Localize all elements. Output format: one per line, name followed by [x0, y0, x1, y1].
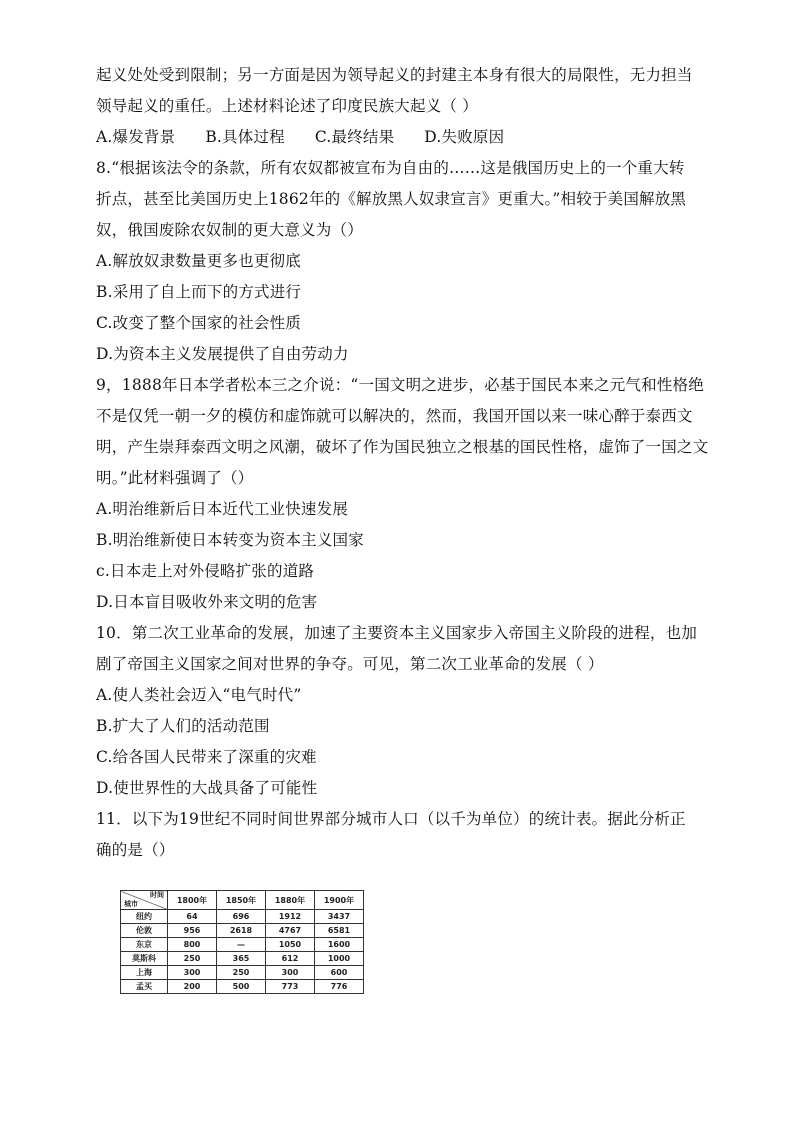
- option-b[interactable]: B.扩大了人们的活动范围: [96, 717, 270, 735]
- question-7-line-2: 领导起义的重任。上述材料论述了印度民族大起义（ ）: [96, 97, 478, 115]
- value-cell: 2618: [217, 924, 266, 938]
- question-10-line-2: 剧了帝国主义国家之间对世界的争夺。可见，第二次工业革命的发展（ ）: [96, 655, 604, 673]
- value-cell: 1050: [266, 938, 315, 952]
- option-c[interactable]: C.改变了整个国家的社会性质: [96, 314, 302, 332]
- city-cell: 伦敦: [121, 924, 168, 938]
- question-7-line-1: 起义处处受到限制；另一方面是因为领导起义的封建主本身有很大的局限性，无力担当: [96, 66, 693, 84]
- table-row: [121, 952, 364, 966]
- value-cell: 1912: [266, 910, 315, 924]
- table-corner-cell: [121, 891, 168, 910]
- option-a[interactable]: A.爆发背景: [96, 128, 176, 146]
- value-cell: 800: [168, 938, 217, 952]
- corner-label-city: 城市: [124, 900, 138, 908]
- question-9-line-3: 明，产生崇拜泰西文明之风潮，破坏了作为国民独立之根基的国民性格，虚饰了一国之文: [96, 438, 709, 456]
- question-7-options: [96, 122, 702, 153]
- value-cell: 250: [168, 952, 217, 966]
- question-9-line-2: 不是仅凭一朝一夕的模仿和虚饰就可以解决的，然而，我国开国以来一味心醉于泰西文: [96, 407, 693, 425]
- value-cell: 4767: [266, 924, 315, 938]
- question-9: [96, 370, 709, 618]
- option-c[interactable]: C.给各国人民带来了深重的灾难: [96, 748, 317, 766]
- value-cell: 365: [217, 952, 266, 966]
- question-9-line-1: 9，1888年日本学者松本三之介说：“一国文明之进步，必基于国民本来之元气和性格绝: [96, 376, 704, 394]
- value-cell: 600: [315, 966, 364, 980]
- population-table: [120, 890, 364, 994]
- option-d[interactable]: D.使世界性的大战具备了可能性: [96, 779, 318, 797]
- table-header-row: [121, 891, 364, 910]
- city-cell: 莫斯科: [121, 952, 168, 966]
- value-cell: 773: [266, 980, 315, 994]
- table-row: [121, 910, 364, 924]
- value-cell: —: [217, 938, 266, 952]
- value-cell: 200: [168, 980, 217, 994]
- table-row: [121, 924, 364, 938]
- city-cell: 上海: [121, 966, 168, 980]
- corner-label-time: 时间: [150, 891, 164, 899]
- value-cell: 776: [315, 980, 364, 994]
- value-cell: 500: [217, 980, 266, 994]
- question-10-line-1: 10．第二次工业革命的发展，加速了主要资本主义国家步入帝国主义阶段的进程，也加: [96, 624, 698, 642]
- question-11-line-2: 确的是（）: [96, 841, 175, 859]
- value-cell: 6581: [315, 924, 364, 938]
- year-header: 1900年: [315, 891, 364, 910]
- value-cell: 1600: [315, 938, 364, 952]
- question-11-line-1: 11．以下为19世纪不同时间世界部分城市人口（以千为单位）的统计表。据此分析正: [96, 810, 686, 828]
- question-7: [96, 60, 702, 153]
- table-row: [121, 966, 364, 980]
- city-cell: 孟买: [121, 980, 168, 994]
- option-d[interactable]: D.失败原因: [424, 128, 505, 146]
- question-8-line-2: 折点，甚至比美国历史上1862年的《解放黑人奴隶宣言》更重大。”相较于美国解放黑: [96, 190, 687, 208]
- table-row: [121, 938, 364, 952]
- option-d[interactable]: D.为资本主义发展提供了自由劳动力: [96, 345, 349, 363]
- value-cell: 956: [168, 924, 217, 938]
- city-cell: 东京: [121, 938, 168, 952]
- year-header: 1800年: [168, 891, 217, 910]
- city-cell: 纽约: [121, 910, 168, 924]
- question-10: [96, 618, 702, 804]
- option-c[interactable]: C.最终结果: [314, 128, 395, 146]
- population-table-container: [120, 890, 702, 994]
- question-8-line-1: 8.“根据该法令的条款，所有农奴都被宣布为自由的……这是俄国历史上的一个重大转: [96, 159, 685, 177]
- value-cell: 64: [168, 910, 217, 924]
- year-header: 1880年: [266, 891, 315, 910]
- option-a[interactable]: A.使人类社会迈入“电气时代”: [96, 686, 302, 704]
- option-b[interactable]: B.明治维新使日本转变为资本主义国家: [96, 531, 364, 549]
- question-9-line-4: 明。”此材料强调了（）: [96, 469, 254, 487]
- value-cell: 300: [168, 966, 217, 980]
- question-11: [96, 804, 702, 866]
- option-b[interactable]: B.具体过程: [205, 128, 285, 146]
- exam-page: [96, 60, 709, 994]
- table-row: [121, 980, 364, 994]
- value-cell: 696: [217, 910, 266, 924]
- question-8: [96, 153, 702, 370]
- option-b[interactable]: B.采用了自上而下的方式进行: [96, 283, 302, 301]
- question-8-line-3: 奴，俄国废除农奴制的更大意义为（）: [96, 221, 363, 239]
- option-a[interactable]: A.明治维新后日本近代工业快速发展: [96, 500, 349, 518]
- option-c[interactable]: c.日本走上对外侵略扩张的道路: [96, 562, 315, 580]
- value-cell: 300: [266, 966, 315, 980]
- value-cell: 3437: [315, 910, 364, 924]
- option-a[interactable]: A.解放奴隶数量更多也更彻底: [96, 252, 301, 270]
- value-cell: 1000: [315, 952, 364, 966]
- value-cell: 612: [266, 952, 315, 966]
- value-cell: 250: [217, 966, 266, 980]
- year-header: 1850年: [217, 891, 266, 910]
- option-d[interactable]: D.日本盲目吸收外来文明的危害: [96, 593, 318, 611]
